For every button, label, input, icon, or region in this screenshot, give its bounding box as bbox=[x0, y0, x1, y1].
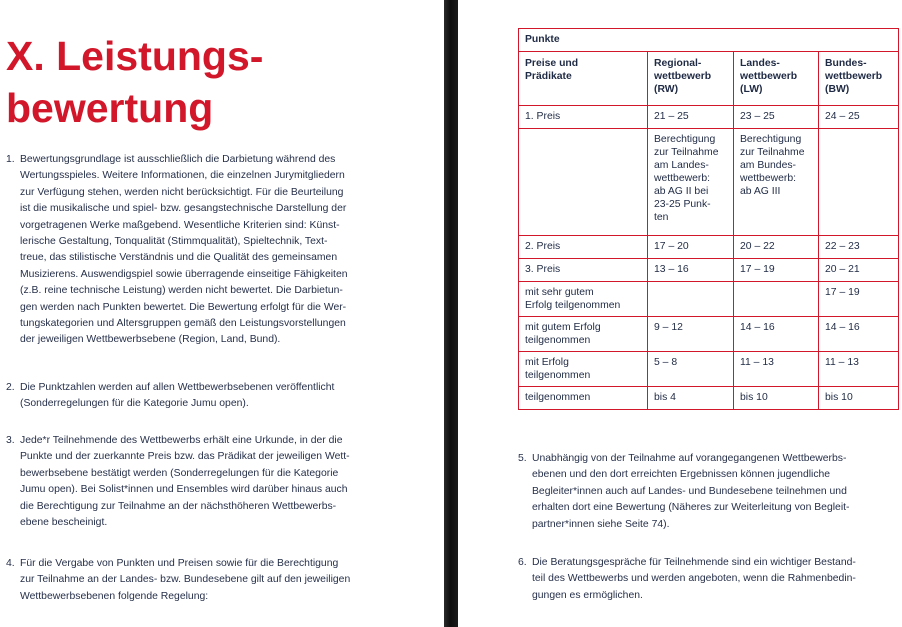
cell-line: mit sehr gutem bbox=[525, 287, 594, 298]
list-number: 4. bbox=[6, 558, 15, 569]
text-line: Wettbewerbsebenen folgende Regelung: bbox=[20, 590, 209, 602]
column-header bbox=[519, 52, 648, 106]
cell-line: mit Erfolg bbox=[525, 357, 569, 368]
table-row bbox=[519, 352, 899, 387]
text-line: Punkte und der zuerkannte Preis bzw. das Prädikat der jeweiligen Wett- bbox=[20, 451, 350, 463]
table-cell: 17 – 20 bbox=[648, 236, 734, 259]
cell-line: ab AG III bbox=[740, 186, 781, 197]
text-line: lerische Gestaltung, Tonqualität (Stimmqualität), Spieltechnik, Text- bbox=[20, 236, 328, 248]
text-line: (Sonderregelungen für die Kategorie Jumu open). bbox=[20, 398, 249, 410]
list-text bbox=[532, 555, 856, 604]
table-cell: 9 – 12 bbox=[648, 317, 734, 352]
table-row bbox=[519, 282, 899, 317]
table-cell: bis 10 bbox=[819, 387, 899, 410]
cell-line: teilgenommen bbox=[525, 335, 591, 346]
right-page bbox=[458, 0, 902, 627]
table-cell bbox=[519, 129, 648, 236]
header-line: wettbewerb bbox=[740, 71, 798, 82]
points-table bbox=[518, 28, 899, 410]
text-line: zur Verfügung stehen, werden nicht berücksichtigt. Für die Beurteilung bbox=[20, 186, 344, 198]
text-line: vorgetragenen Werke maßgebend. Wesentliche Kriterien sind: Künst- bbox=[20, 219, 340, 231]
cell-line: wettbewerb: bbox=[654, 173, 711, 184]
cell-line: zur Teilnahme bbox=[654, 147, 719, 158]
table-cell: 17 – 19 bbox=[819, 282, 899, 317]
table-cell bbox=[519, 352, 648, 387]
list-text bbox=[20, 433, 350, 531]
table-row bbox=[519, 387, 899, 410]
table-cell: 1. Preis bbox=[519, 106, 648, 129]
cell-line: Erfolg teilgenommen bbox=[525, 300, 621, 311]
header-line: Prädikate bbox=[525, 71, 572, 82]
list-number: 1. bbox=[6, 154, 15, 165]
text-line: Die Beratungsgespräche für Teilnehmende sind ein wichtiger Bestand- bbox=[532, 557, 856, 568]
cell-line: ab AG II bei bbox=[654, 186, 709, 197]
table-row bbox=[519, 317, 899, 352]
text-line: Bewertungsgrundlage ist ausschließlich die Darbietung während des bbox=[20, 154, 336, 165]
text-line: erhalten dort eine Bewertung (Näheres zur Weiterleitung von Begleit- bbox=[532, 502, 850, 514]
table-cell: 14 – 16 bbox=[734, 317, 819, 352]
list-text bbox=[20, 556, 350, 605]
text-line: Für die Vergabe von Punkten und Preisen sowie für die Berechtigung bbox=[20, 558, 339, 569]
table-cell: 2. Preis bbox=[519, 236, 648, 259]
text-line: (z.B. reine technische Leistung) werden nicht bewertet. Die Darbietun- bbox=[20, 285, 343, 297]
table-cell: 11 – 13 bbox=[819, 352, 899, 387]
text-line: Unabhängig von der Teilnahme auf vorangegangenen Wettbewerbs- bbox=[532, 453, 847, 464]
list-number: 5. bbox=[518, 453, 527, 464]
cell-line: 23-25 Punk- bbox=[654, 199, 711, 210]
text-line: gungen es ermöglichen. bbox=[532, 589, 643, 601]
table-cell: 20 – 22 bbox=[734, 236, 819, 259]
text-line: Wertungsspieles. Weitere Informationen, die einzelnen Jurymitgliedern bbox=[20, 170, 345, 182]
header-line: Preise und bbox=[525, 58, 579, 69]
cell-line: am Bundes- bbox=[740, 160, 797, 171]
text-line: zur Teilnahme an der Landes- bzw. Bundesebene gilt auf den jeweiligen bbox=[20, 574, 351, 586]
table-cell: bis 10 bbox=[734, 387, 819, 410]
text-line: tungskategorien und Altersgruppen gemäß den Leistungsvorstellungen bbox=[20, 318, 346, 330]
table-row bbox=[519, 259, 899, 282]
table-row bbox=[519, 106, 899, 129]
table-cell: 22 – 23 bbox=[819, 236, 899, 259]
cell-line: mit gutem Erfolg bbox=[525, 322, 601, 333]
table-cell: 3. Preis bbox=[519, 259, 648, 282]
table-row bbox=[519, 129, 899, 236]
table-cell bbox=[734, 129, 819, 236]
text-line: Jumu open). Bei Solist*innen und Ensembles wird darüber hinaus auch bbox=[20, 484, 348, 496]
table-row bbox=[519, 236, 899, 259]
text-line: Musizierens. Auswendigspiel sowie überragende einseitige Fähigkeiten bbox=[20, 268, 348, 280]
book-gutter bbox=[444, 0, 458, 627]
list-text bbox=[20, 380, 334, 413]
cell-line: ten bbox=[654, 212, 669, 223]
list-number: 3. bbox=[6, 435, 15, 446]
table-cell: teilgenommen bbox=[519, 387, 648, 410]
text-line: bewerbsebene bestätigt werden (Sonderregelungen für die Kategorie bbox=[20, 467, 339, 479]
header-line: (BW) bbox=[825, 84, 850, 95]
table-cell: 13 – 16 bbox=[648, 259, 734, 282]
text-line: treue, das stilistische Verständnis und die Qualität des gemeinsamen bbox=[20, 252, 338, 264]
text-line: ist die musikalische und spiel- bzw. gesangstechnische Darstellung der bbox=[20, 203, 347, 215]
cell-line: Berechtigung bbox=[740, 134, 802, 145]
table-cell: 5 – 8 bbox=[648, 352, 734, 387]
cell-line: zur Teilnahme bbox=[740, 147, 805, 158]
header-line: Regional- bbox=[654, 58, 702, 69]
column-header bbox=[648, 52, 734, 106]
table-cell bbox=[734, 282, 819, 317]
text-line: partner*innen siehe Seite 74). bbox=[532, 518, 670, 530]
table-cell bbox=[519, 282, 648, 317]
header-line: (RW) bbox=[654, 84, 679, 95]
table-cell: 17 – 19 bbox=[734, 259, 819, 282]
table-cell: 24 – 25 bbox=[819, 106, 899, 129]
title-line: bewertung bbox=[6, 85, 214, 131]
text-line: ebenen und den dort erreichten Ergebnissen können jugendliche bbox=[532, 469, 831, 481]
list-text bbox=[532, 451, 849, 533]
cell-line: am Landes- bbox=[654, 160, 709, 171]
text-line: ebene bescheinigt. bbox=[20, 517, 108, 529]
table-cell bbox=[819, 129, 899, 236]
table-cell bbox=[519, 317, 648, 352]
section-title bbox=[6, 30, 436, 134]
text-line: Die Punktzahlen werden auf allen Wettbewerbsebenen veröffentlicht bbox=[20, 382, 335, 393]
text-line: Begleiter*innen auch auf Landes- und Bundesebene teilnehmen und bbox=[532, 485, 847, 497]
table-cell: 23 – 25 bbox=[734, 106, 819, 129]
table-cell: 21 – 25 bbox=[648, 106, 734, 129]
header-line: wettbewerb bbox=[825, 71, 883, 82]
cell-line: Berechtigung bbox=[654, 134, 716, 145]
header-line: Landes- bbox=[740, 58, 780, 69]
table-cell: 14 – 16 bbox=[819, 317, 899, 352]
text-line: teil des Wettbewerbs und werden angeboten, wenn die Rahmenbedin- bbox=[532, 573, 856, 585]
title-line: X. Leistungs- bbox=[6, 33, 264, 79]
table-cell: 20 – 21 bbox=[819, 259, 899, 282]
column-header bbox=[734, 52, 819, 106]
header-line: wettbewerb bbox=[654, 71, 712, 82]
text-line: die Berechtigung zur Teilnahme an der nächsthöheren Wettbewerbs- bbox=[20, 500, 337, 512]
header-line: (LW) bbox=[740, 84, 763, 95]
header-line: Bundes- bbox=[825, 58, 867, 69]
left-page bbox=[0, 0, 444, 627]
list-number: 6. bbox=[518, 557, 527, 568]
list-number: 2. bbox=[6, 382, 15, 393]
text-line: gen werden nach Punkten bewertet. Die Bewertung erfolgt für die Wer- bbox=[20, 301, 347, 313]
cell-line: teilgenommen bbox=[525, 370, 591, 381]
table-cell bbox=[648, 282, 734, 317]
table-cell: bis 4 bbox=[648, 387, 734, 410]
table-cell bbox=[648, 129, 734, 236]
list-text bbox=[20, 152, 348, 349]
text-line: der jeweiligen Wettbewerbsebene (Region, Land, Bund). bbox=[20, 334, 281, 346]
text-line: Jede*r Teilnehmende des Wettbewerbs erhält eine Urkunde, in der die bbox=[20, 435, 343, 446]
column-header bbox=[819, 52, 899, 106]
table-title: Punkte bbox=[519, 29, 899, 52]
table-cell: 11 – 13 bbox=[734, 352, 819, 387]
cell-line: wettbewerb: bbox=[740, 173, 797, 184]
